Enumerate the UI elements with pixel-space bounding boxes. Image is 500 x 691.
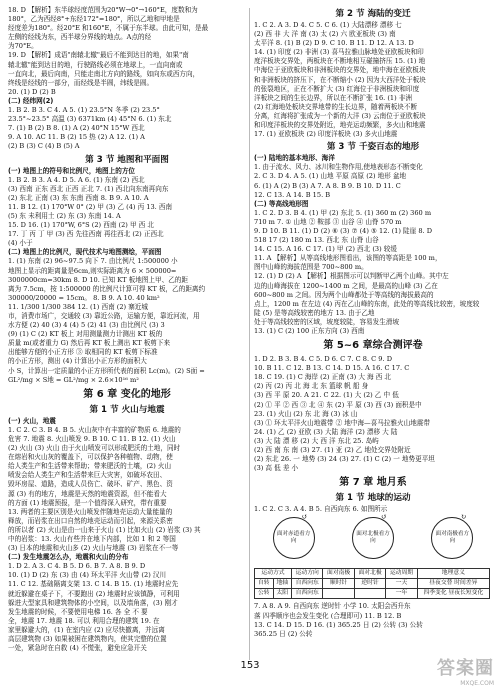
answer-line: 危害 7. 地震 8. 火山喷发 9. B 10. C 11. B 12. (1) 火山 (8, 434, 176, 443)
answer-line: 11. 1/300 1/300 384 12. (1) 西南 (2) 寨近城 (8, 302, 148, 311)
answer-line: 1. D 2. A 3. C 4. B 5. D 6. B 7. A 8. B 9. D (8, 562, 146, 571)
earth-motion-table (254, 568, 490, 599)
answer-line: 毁坏房屋、道路，造成人员伤亡、破坏、矿产、黑色、资 (8, 480, 173, 489)
answer-line: 躲进大型家具和建筑物体的小空间，以及墙角落，(3) 刚才 (8, 598, 178, 607)
answer-line: 处于等高线较密的区域，坡度较陡，容易发生滑坡 (254, 317, 400, 326)
answer-block (8, 562, 246, 653)
answer-line: 11. B 12. (1) 170°W 0° (2) 甲 (3) 乙 (4) 丙 13. 西南 (8, 202, 173, 211)
answer-line: (2) B (3) C (4) B (5) A (8, 142, 80, 151)
earth-circle (352, 513, 394, 559)
answer-line: 的所以者 (2) 火山是由一山来于火山 (1) 比如火山 (2) 岩浆 (3) 其 (8, 525, 201, 534)
answer-line: 源 (3) 有的地方，地震是天然的地震资源，但不能看大 (8, 489, 167, 498)
answer-line: (4) 小于 (8, 239, 33, 248)
answer-line: 离为 7.5cm，按 1:500000 的比例尺计算可得 KT 板，乙的距离约 (8, 284, 206, 293)
table-cell: 公转 (255, 589, 274, 599)
table-cell: 顺时针 (323, 579, 354, 589)
answer-line: 点上，1200 m 在左边 (4) 丙在乙山峰的东南，此处的等高线比较密，坡度较 (254, 299, 480, 308)
answer-line: 释放，而岩浆在出口自然的地壳运动而引起，来源关系密 (8, 516, 173, 525)
answer-line: 1. (1) 东南 (2) 96~97.5 向下 7. 由比例尺 1:500000 小 (8, 257, 178, 266)
answer-line: 180°，乙为西经8°+东经172°=180°，所以乙地和甲地是 (8, 15, 180, 24)
answer-line: 7. (1) B (2) B 8. (1) A (2) 40°N 15°W 西北 (8, 124, 145, 133)
table-cell: 太阳 (273, 589, 292, 599)
answer-block (254, 505, 492, 514)
answer-line: (3) 大 陆 漂 移 (2) 大 西 洋 东北 25. 岛屿 (254, 436, 379, 445)
answer-line: 13. 两者的主要区别是火山喷发伴随地壳运动大量能量的 (8, 507, 173, 516)
answer-line: 710 m 7. ① 山地 ② 鞍部 ③ 山谷 ④ 山脊 570 m (254, 217, 402, 226)
answer-line: 17. 丁 丙 丁 甲 (3) 西 先往西南 再往西北 (2) 正西北 (8, 230, 164, 239)
answer-block (254, 355, 492, 473)
answer-line: 地图上显示的距离量是6cm,则实际距离为 6 × 500000= (8, 266, 177, 275)
answer-block (8, 426, 246, 553)
answer-line: 13. (1) C (2) 100 正东方向 (3) 西南 (254, 327, 365, 335)
answer-line: 3000000cm=30km 8. D 10. 已知 KT 板地图上甲、乙的距 (8, 275, 188, 284)
rotation-diagram (343, 513, 403, 565)
answer-line: 1. C 2. A 3. D 4. C 5. C 6. (1) 大陆漂移 漂移 七 (254, 21, 402, 29)
subsection-heading: (一) 地图上的符号和比例尺，地图上的方位 (8, 166, 136, 175)
answer-line: 1. C 2. C 3. B 4. B 5. 火山灰中有丰富的矿物质 6. 地震的 (8, 425, 181, 434)
answer-line: 14. C 15. A 16. C 17. (1) 甲 (2) 西北 (3) 较缓 (254, 245, 397, 254)
answer-line: GL²/mg × S地 = GL²/mg × 2.6×10¹⁶ m² (8, 375, 139, 384)
answer-line: 就近躲避在桌子下，不要跑出 (2) 地震时应该镇静，可利用 (8, 589, 180, 598)
answer-line: 1. B 2. B 3. C 4. A 5. (1) 23.5°N 冬季 (2) 23.5° (8, 106, 160, 115)
answer-line: 7. A 8. A 9. 自西向东 逆时针 小学 10. 太阳会西升东 (254, 602, 411, 611)
answer-line: 15. D 16. (1) 170°W, 6°S (2) 西南 (2) 甲 西 北 (8, 221, 154, 230)
answer-line: (3) 日本的地震和火山多 (2) 火山与地震 (3) 岩浆在不一等 (8, 544, 179, 553)
answer-line: 20. (1) D (2) B (8, 87, 56, 96)
answer-line: (2) 东北 26. 一 地势 (3) 24 (3) 27. (1) C (2) 一 地势更平坦 (254, 455, 435, 464)
rotation-arrow-icon: ↺ (381, 513, 387, 522)
intro-answers (8, 6, 246, 97)
answer-line: (2) 西 南 东 南 (3) 27. (1) 亚 (2) 乙 地处交界处附近 (254, 446, 411, 455)
answer-line: 365.25 日 (2) 公转 (254, 629, 313, 638)
answer-line: 喷发会给人类生产和生活带来巨大灾害，如破坏农田、 (8, 471, 167, 480)
answer-line: 600~800 m 之间。因为两个山峰都处于等高线的海拔最高的 (254, 290, 434, 299)
answer-line: (2) 西 非 大 洋 南 (3) 太 (2) 六 欧亚板块 (3) 南 (254, 30, 396, 39)
subsection-heading: (二) 经纬网(2) (8, 96, 54, 105)
answer-line: 洋板块之间的生长边界，所以在不断扩张 16. (1) 非洲 (254, 93, 412, 102)
answer-line: 左侧的经线为东，西半球分界线的地点。A点的经 (8, 33, 152, 42)
table-cell: 自西向东 (292, 589, 323, 599)
section-heading: 第 2 节 海陆的变迁 (335, 9, 411, 19)
table-header-cell: 地理意义 (417, 569, 489, 579)
answer-line: 9. A 10. AC 11. B (2) 15 热 (2) A 12. (1) A (8, 133, 145, 142)
table-header-cell: 运动方式 (255, 569, 292, 579)
table-row (255, 579, 490, 589)
rotation-diagram (264, 513, 324, 565)
answer-line: 为70°E。 (8, 42, 38, 51)
table-header-cell: 面对北极 (354, 569, 385, 579)
answer-line: 518 17 (2) 180 m 13. 西北 东 山脊 山谷 (254, 236, 379, 245)
answer-line: 高层建筑物 (3) 如果被困在建筑物内，使其完整的位置 (8, 635, 167, 643)
answer-line: (5) 东 未利用土 (2) 东 (3) 东南 14. A (8, 211, 121, 220)
answer-line: (3) 高 低 差 小 (254, 464, 299, 473)
answer-line: 6. (1) A (2) B (3) A 7. A 8. B 9. B 10. D 11. C (254, 181, 401, 190)
answer-line: (3) ① 环太平洋火山地震带 ② 地中海—喜马拉雅火山地震带 (254, 418, 430, 427)
answer-line: 给人类生产和生活带来帮助；带来肥沃的土壤，(2) 火山 (8, 462, 172, 471)
answer-line: 的张裂地区，正在不断扩大 (3) 红海位于非洲板块和印度 (254, 84, 420, 93)
subsection-heading: (一) 陆地的基本地形、海洋 (254, 154, 335, 163)
watermark-logo (437, 654, 494, 687)
right-column (254, 6, 492, 639)
answer-block (254, 163, 492, 199)
answer-line: 14. (1) 印度 (2) 非洲 (3) 喜马拉雅山脉地处亚欧板块和印 (254, 48, 424, 57)
answer-line: 1. D 2. B 3. B 4. C 5. D 6. C 7. C 8. C 9. D (254, 355, 392, 364)
table-cell: 一年 (386, 589, 417, 599)
answer-line: 10. B 11. C 12. B 13. C 14. D 15. A 16. C 17. C (254, 364, 410, 373)
answer-line: 11. C 12. 基础隔离支架 13. C 14. B 15. (1) 地震时应先 (8, 580, 179, 589)
answer-line: (2) 火山 (3) 火山 由于火山喷发可以形成肥沃的土地，同时 (8, 444, 181, 453)
table-cell: 四季变化 昼夜长短变化 (417, 589, 489, 599)
watermark-url: MXQE.COM (460, 680, 494, 687)
answer-line: 和非洲板块的挤压下，在不断缩小 (2) 因为大西洋处于板块 (254, 75, 426, 84)
answer-block (8, 176, 246, 249)
answer-line: 在熔岩和火山灰的覆盖下，可以保护各种植物、动物，使 (8, 453, 173, 462)
diagram-label: 面对赤道看方向 (276, 531, 311, 545)
answer-line: 13. C 14. D 15. D 16. (1) 365.25 日 (2) 公转 (3) 公转 (254, 620, 423, 629)
answer-line: 300000/20000 = 15cm。 8. B 9. A 10. 40 km² (8, 293, 160, 302)
section-heading: 第 3 节 千姿百态的地形 (326, 142, 420, 153)
chapter-heading: 第 7 章 地月系 (339, 477, 407, 489)
answer-line: 太平洋 8. (1) B (2) D 9. C 10. B 11. D 12. A 13. D (254, 39, 414, 48)
table-cell (323, 589, 354, 599)
answer-block (254, 209, 492, 336)
watermark-text: 答案圈 (437, 658, 494, 679)
table-header-cell: 面对南极 (323, 569, 354, 579)
answer-line: 家里躲避大的，(1) 在室内应 (2) 应尽快撤离，并远离 (8, 625, 165, 634)
answer-line: 11. A 【解析】从等高线地形图看出，该图的等高距是 100 m， (254, 254, 442, 263)
answer-line: 出能够方便的小正方形 ③ 取相同的 KT 板剪下标准 (8, 348, 158, 357)
answer-line: (2) ① 平 ② 西 ③ 北 ④ 东 (2) 平 原 (3) 西 (3) 面积是中 (254, 400, 422, 409)
answer-line: 落 四季顺序也会发生变化 (合理即可) 11. B 12. B (254, 611, 402, 620)
review-heading: 第 5~6 章综合测评卷 (323, 340, 423, 352)
table-cell: 自转 (255, 579, 274, 589)
table-header-row (255, 569, 490, 579)
answer-line: 度洋板块交界处，两板块在不断地相互碰撞挤压 15. (1) 地 (254, 57, 426, 66)
subsection-heading: (二) 地图上的比例尺，现代技术与地图测绘，平面图 (8, 248, 162, 257)
answer-line: 一直向北，最后向南，只能走南北方向的路线，如向东或西方向， (8, 69, 200, 78)
answer-line: 12. (1) D (2) A 【解析】根据图示可以判断甲乙两个山峰。其中左 (254, 272, 449, 281)
section-heading: 第 1 节 火山与地震 (89, 404, 165, 415)
table-cell: 自西向东 (292, 579, 323, 589)
table-header-cell: 运动方向 (292, 569, 323, 579)
answer-line: 19. D 【解析】成语"南辕北辙"最后不能到达目的地，如果"南 (8, 51, 189, 60)
answer-line: 中海位于亚欧板块和非洲板块的交界处，地中海在亚欧板块 (254, 66, 426, 75)
table-row (255, 589, 490, 599)
answer-line: 一处，紧急时在自救 (4) 不慌张，避免应急开关 (8, 644, 147, 653)
answer-line: (2) 红海地处板块交界地带的生长边界，随着两板块不断 (254, 102, 418, 111)
left-column (8, 6, 246, 653)
answer-line: 水方便 (2) 40 (3) 4 (4) 5 (2) 41 (3) 由比例尺 (3) 3 (8, 321, 165, 330)
answer-block (254, 21, 492, 139)
answer-line: 2. C 3. D 4. A 5. (1) 山地 平原 高原 (2) 地形 盆地 (254, 172, 407, 181)
answer-line: 23. (1) 火山 (2) 东 北 海 (3) 冰 山 (254, 409, 358, 418)
answer-line: 1. 由于流水、风力、冰川和生物作用,使地表形态不断变化 (254, 163, 423, 172)
column-divider (249, 8, 250, 660)
answer-line: 18. C 19. (1) C 海岸 (2) 正南 (3) 大 海 西 北 (254, 373, 391, 382)
earth-circle (431, 513, 473, 559)
subsection-heading: (二) 等高线地形图 (254, 199, 309, 208)
rotation-arrow-icon: ↺ (301, 513, 308, 522)
rotation-diagrams (254, 513, 492, 565)
answer-line: (9) (1) C (2) KT 板上 对用测量测力计测出 KT 板的 (8, 330, 163, 339)
answer-line: 图中山峰的海拔范围是 700~800 m。 (254, 263, 368, 272)
answer-line: 全，地震 17. 地震 18. 可以 利用合理的建筑 19. 在 (8, 616, 160, 625)
answer-line: 中的岩浆：13. 火山有些并在地下内部，比如 1 和 2 等国 (8, 534, 176, 543)
answer-line: 和印度洋板块的交界处附近，地壳运动频繁，多火山和地震 (254, 121, 426, 130)
answer-line: 分离，红海将扩张成为一个新的大洋 (3) 云南位于亚欧板块 (254, 111, 426, 120)
answer-line: 17. (1) 亚欧板块 (2) 印度洋板块 (3) 多火山地震 (254, 130, 398, 139)
section-heading: 第 3 节 地图和平面图 (85, 154, 169, 165)
answer-line: (3) 西 平 原 20. A 21. C 22. (1) 大 (2) 乙 中 低 (254, 391, 399, 400)
earth-circle (273, 513, 315, 559)
answer-line: 市，消费市场广，交通较 (3) 靠近公路，运输方便，靠近河流，用 (8, 312, 200, 320)
answer-line: 18. D 【解析】东半球经度范围为20°W→0°→160°E，度数和为 (8, 6, 198, 14)
table-cell: 一天 (386, 579, 417, 589)
answer-line: (3) 西南 正东 西北 正西 正北 7. (1) 西北向东南再向东 (8, 184, 169, 193)
table-cell (354, 589, 385, 599)
answer-line: 终线是经线的一部分，而经线是半圆，纬线是圆。 (8, 78, 154, 87)
answer-line: 小 S，计算出一定质量的小正方形所代表的面积 Lc(m)。(2) S面 = (8, 366, 205, 375)
subsection-heading: (一) 火山，地震 (8, 416, 56, 425)
table-header-cell: 运动周期 (386, 569, 417, 579)
answer-line: 质量 m(或者重力 G) 然后再 KT 板上测出 KT 板剪下来 (8, 339, 171, 348)
rotation-arrow-icon: ↻ (460, 513, 467, 522)
answer-line: 经度差为180°。经20°E 和160°E，不属于东半球。由此可知，是最 (8, 24, 209, 33)
chapter-heading: 第 6 章 变化的地形 (83, 388, 171, 400)
diagram-label: 面对南极看方向 (435, 531, 470, 545)
answer-line: 1. B 2. B 3. A 4. D 5. A 6. (1) 东南 (2) 西北 (8, 175, 145, 184)
answer-line: 陡 (5) 是等高线较密的地方 13. 由于乙地 (254, 308, 375, 317)
answer-line: 的小正方形，测出 (4) 计算出小正方形的面积大 (8, 357, 147, 366)
answer-line: 的方面 (1) 地震预报，是一个值得深入研究，带有重要 (8, 498, 167, 507)
section-heading: 第 1 节 地球的运动 (335, 493, 411, 504)
answer-line: (2) 丙 (2) 丙 北 海 北 东 篮球 帆 船 身 (254, 382, 369, 391)
answer-block (8, 257, 246, 384)
table-cell: 地轴 (273, 579, 292, 589)
answer-line: 23.5°~23.5° 高温 (3) 6371km (4) 45°N 6. (1) 东北 (8, 115, 172, 124)
answer-line: 发生地震的时候，不要使用电梯 16. 各 全 不 要 (8, 607, 148, 616)
answer-line: 24. (1) 乙 (2) 亚欧 (3) 大陆 海洋 (2) 漂移 大 陆 (254, 427, 398, 436)
page-number: 153 (240, 660, 260, 671)
answer-line: 10. (1) D (2) 东 (3) 由 (4) 环太平洋 火山带 (2) 汉川 (8, 571, 167, 580)
subsection-heading: (二) 发生地震怎么办，地震和火山的分布 (8, 553, 129, 562)
answer-line: 12. C 13. A 14. B 15. B (254, 190, 331, 199)
table-cell: 逆时针 (354, 579, 385, 589)
answer-line: 边的山峰海拔在 1200~1400 m 之间，是最高的山峰 (3) 乙在 (254, 281, 438, 290)
answer-line: 辕北辙"能到达目的地，行驶路线必须在地球上，一直向南或 (8, 60, 183, 69)
answer-line: 1. C 2. D 3. B 4. (1) 甲 (2) 东北 5. (1) 360 m (2) 360 m (254, 208, 432, 217)
answer-block (254, 602, 492, 638)
diagram-label: 面对北极看方向 (356, 531, 390, 545)
rotation-diagram (422, 513, 482, 565)
answer-line: 9. D 10. B 11. (1) D (2) ⑥ (3) ⑦ (4) ⑤ 12. (1) 陡崖 8. D (254, 226, 432, 235)
table-cell: 昼夜交替 时间差异 (417, 579, 489, 589)
answer-block (8, 106, 246, 151)
answer-line: (2) 东北 正南 (3) 东 东南 西南 8. B 9. A 10. A (8, 193, 149, 202)
answer-line: 1. C 2. C 3. A 4. B 5. 自西向东 6. 如图所示 (254, 505, 388, 514)
